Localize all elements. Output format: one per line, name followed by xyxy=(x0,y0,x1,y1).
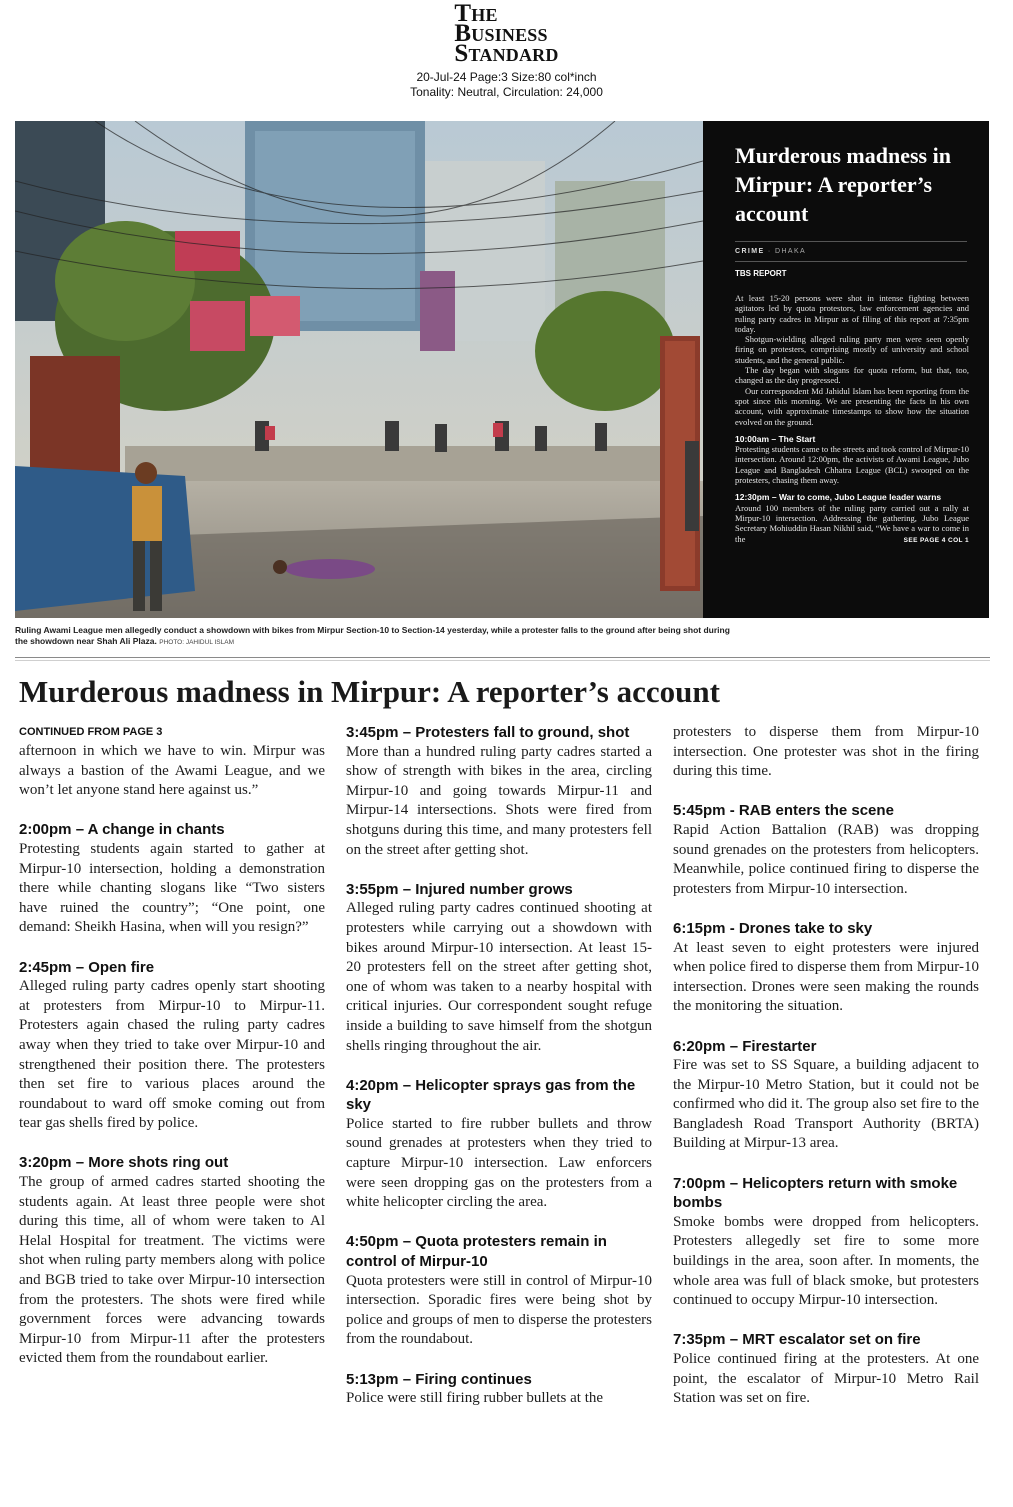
section-divider xyxy=(15,657,990,658)
section-heading: 10:00am – The Start xyxy=(735,433,816,444)
article-headline: Murderous madness in Mirpur: A reporter’s account xyxy=(19,674,720,709)
paragraph: Smoke bombs were dropped from helicopters. Protesters allegedly set fire to some more buildings in the area, soon after. In moments, the whole area was full of black smoke, but protesters continued to occupy Mirpur-10 intersection. xyxy=(673,1213,979,1309)
section-divider-light xyxy=(15,660,990,661)
article-column-2 xyxy=(346,723,652,1409)
continued-label: CONTINUED FROM PAGE 3 xyxy=(19,726,163,738)
logo-line-2: Business xyxy=(454,20,548,47)
photo-credit: PHOTO: JAHIDUL ISLAM xyxy=(159,639,235,646)
paragraph: More than a hundred ruling party cadres started a show of strength with bikes in the area, circling Mirpur-10 and going towards Mirpur-11 and Mirpur-14 intersections. Shots were fired from shotguns during this time, and many protesters fell on the street after getting shot. xyxy=(346,743,652,858)
timestamp-heading: 5:13pm – Firing continues xyxy=(346,1370,532,1388)
timestamp-heading: 2:00pm – A change in chants xyxy=(19,821,225,839)
paragraph: Police started to fire rubber bullets and throw sound grenades at protesters when they tried to capture Mirpur-10 intersection. Law enforcers were seen dropping gas on the protesters from a white helicopter circling the area. xyxy=(346,1115,652,1211)
timestamp-heading: 4:20pm – Helicopter sprays gas from the sky xyxy=(346,1076,636,1114)
paragraph: Quota protesters were still in control of Mirpur-10 intersection. Sporadic fires were being shot by police and groups of men to disperse the protesters from the roundabout. xyxy=(346,1272,652,1348)
timestamp-heading: 6:20pm – Firestarter xyxy=(673,1037,817,1055)
feature-rule-top xyxy=(735,241,967,242)
logo-line-1: The xyxy=(454,0,498,27)
feature-byline: TBS REPORT xyxy=(735,269,787,278)
clipping-meta xyxy=(0,70,1013,100)
intro-paragraph: Our correspondent Md Jahidul Islam has been reporting from the spot since this morning. We are presenting the facts in his own account, with approximate timestamps to show how the situation evolved on the ground. xyxy=(735,385,969,427)
feature-category: CRIME · DHAKA xyxy=(735,248,807,255)
clipping-date-size: 20-Jul-24 Page:3 Size:80 col*inch xyxy=(416,70,597,84)
intro-paragraph: At least 15-20 persons were shot in intense fighting between agitators led by quota protestors, law enforcement agencies and ruling party cadres in Mirpur as of filing of this report at 7:35pm today. xyxy=(735,293,969,334)
news-photo xyxy=(15,121,703,618)
section-heading: 12:30pm – War to come, Jubo League leader warns xyxy=(735,492,942,503)
masthead xyxy=(0,0,1013,100)
publication-logo xyxy=(454,0,559,67)
logo-line-3: Standard xyxy=(454,40,559,67)
feature-title: Murderous madness in Mirpur: A reporter’s account xyxy=(735,143,951,226)
article-column-1 xyxy=(19,723,325,1369)
see-page-jump: SEE PAGE 4 COL 1 xyxy=(903,536,969,544)
section-text: Protesting students came to the streets and took control of Mirpur-10 intersection. Around 12:00pm, the activists of Awami League, Jubo League and Bangladesh Chhatra League (BCL) swooped on the protesters, chasing them away. xyxy=(735,444,970,486)
paragraph: afternoon in which we have to win. Mirpur was always a bastion of the Awami League, and we won’t let anyone stand here against us.” xyxy=(19,743,325,799)
section-text xyxy=(735,503,969,544)
paragraph: At least seven to eight protesters were injured when police fired to disperse them from Mirpur-10 intersection. Drones were seen making the rounds the monitoring the situation. xyxy=(673,939,979,1015)
timestamp-heading: 7:35pm – MRT escalator set on fire xyxy=(673,1331,921,1349)
timestamp-heading: 6:15pm - Drones take to sky xyxy=(673,919,873,937)
feature-rule-mid xyxy=(735,261,967,262)
paragraph: Rapid Action Battalion (RAB) was dropping sound grenades on the protesters from helicopters. Meanwhile, police continued firing to disperse the protesters from Mirpur-10 intersection. xyxy=(673,821,979,897)
paragraph: Protesting students again started to gather at Mirpur-10 intersection, holding a demonstration there while chanting slogans like “Two sisters have ruined the country”; “One point, one demand: Sheikh Hasina, when will you resign?” xyxy=(19,840,325,936)
paragraph: protesters to disperse them from Mirpur-10 intersection. One protester was shot in the firing during this time. xyxy=(673,724,979,780)
paragraph: Police continued firing at the protesters. At one point, the escalator of Mirpur-10 Metro Rail Station was set on fire. xyxy=(673,1351,979,1407)
timestamp-heading: 4:50pm – Quota protesters remain in control of Mirpur-10 xyxy=(346,1233,607,1271)
paragraph: Police were still firing rubber bullets at the xyxy=(346,1390,604,1407)
section-text-body: Around 100 members of the ruling party carried out a rally at Mirpur-10 intersection. Addressing the gathering, Jubo League Secretary Mohiuddin Hasan Nikhil said, “We have a war to come in the xyxy=(735,502,969,544)
timestamp-heading: 2:45pm – Open fire xyxy=(19,958,155,976)
timestamp-heading: 3:20pm – More shots ring out xyxy=(19,1154,229,1172)
timestamp-heading: 3:45pm – Protesters fall to ground, shot xyxy=(346,724,630,741)
caption-text: Ruling Awami League men allegedly conduct a showdown with bikes from Mirpur Section-10 to Section-14 yesterday, while a protester falls to the ground after being shot during the showdown near Shah Ali Plaza. xyxy=(15,625,730,646)
timestamp-heading: 5:45pm - RAB enters the scene xyxy=(673,802,894,820)
timestamp-heading: 3:55pm – Injured number grows xyxy=(346,880,573,898)
feature-box xyxy=(703,121,989,618)
subcategory-label: DHAKA xyxy=(775,248,807,255)
timestamp-heading: 7:00pm – Helicopters return with smoke bombs xyxy=(673,1174,958,1212)
category-label: CRIME xyxy=(735,248,765,255)
feature-body xyxy=(735,293,969,546)
paragraph: Fire was set to SS Square, a building adjacent to the Mirpur-10 Metro Station, but it could not be confirmed who did it. The group also set fire to the Bangladesh Road Transport Authority (BRTA) Building at Mirpur-13 area. xyxy=(673,1057,979,1152)
paragraph: Alleged ruling party cadres continued shooting at protesters while carrying out a showdown with bikes around Mirpur-10 intersection. At least 15-20 protesters fell on the street after getting shot, one of whom was taken to a nearby hospital with critical injuries. Our correspondent sought refuge inside a building to save himself from the shotgun shells ringing throughout the air. xyxy=(346,900,652,1054)
paragraph: The group of armed cadres started shooting the students again. At least three people were shot during this time, all of whom were taken to Al Helal Hospital for treatment. The victims were shot when ruling party members along with police and BGB tried to take over Mirpur-10 intersection from the protesters. The shots were fired while government forces were advancing towards Mirpur-10 from Mirpur-11 after the protesters evicted them from the roundabout earlier. xyxy=(19,1174,325,1367)
intro-paragraph: The day began with slogans for quota reform, but that, too, changed as the day progressed. xyxy=(735,365,969,386)
photo-illustration xyxy=(15,121,703,618)
clipping-tonality: Tonality: Neutral, Circulation: 24,000 xyxy=(410,85,603,99)
photo-caption xyxy=(15,625,735,648)
intro-paragraph: Shotgun-wielding alleged ruling party men were seen openly firing on protesters, comprising mostly of university and school students, and the general public. xyxy=(735,334,969,365)
paragraph: Alleged ruling party cadres openly start shooting at protesters from Mirpur-10 to Mirpur-11. Protesters again chased the ruling party cadres away when they tried to take over Mirpur-10 and strengthened their position there. The protesters then set fire to various places around the roundabout to ward off smoke coming out from tear gas shells fired by police. xyxy=(19,978,325,1132)
article-column-3 xyxy=(673,723,979,1409)
